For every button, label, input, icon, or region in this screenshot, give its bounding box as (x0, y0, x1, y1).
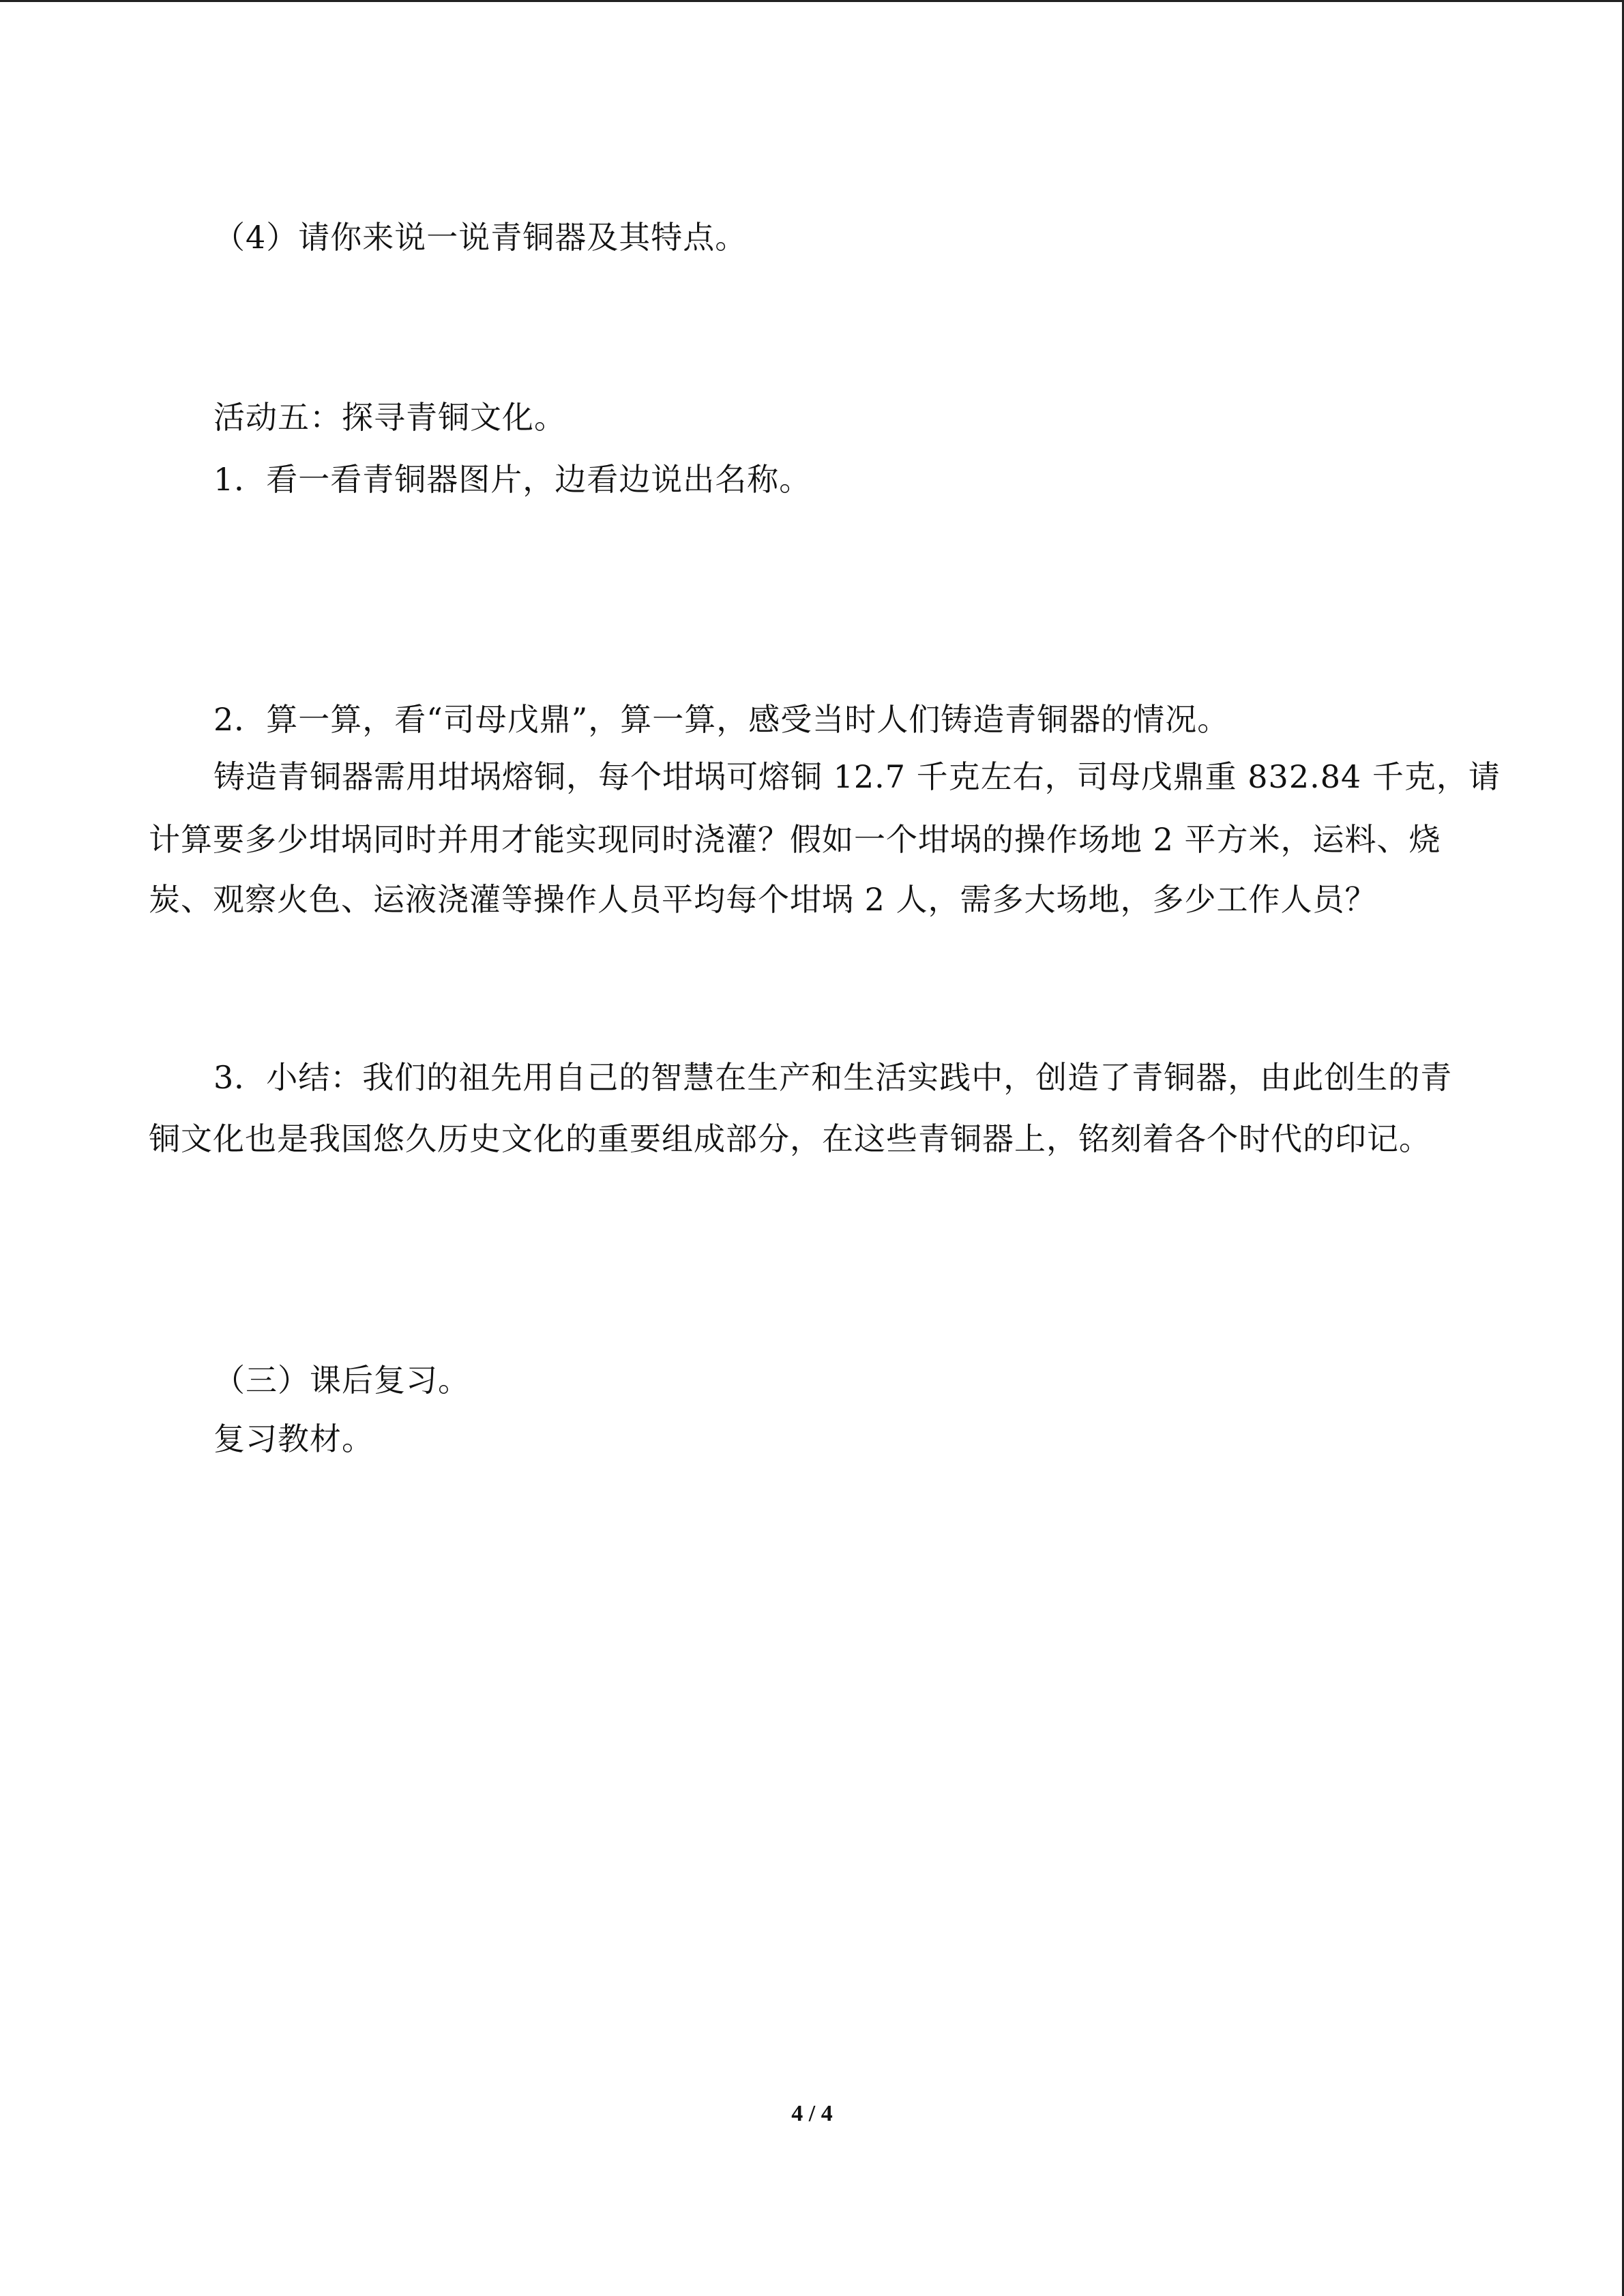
activity-5-title: 活动五：探寻青铜文化。 (213, 399, 566, 436)
calculation-paragraph-line-3: 炭、观察火色、运液浇灌等操作人员平均每个坩埚 2 人，需多大场地，多少工作人员？ (149, 881, 1377, 918)
summary-line-2: 铜文化也是我国悠久历史文化的重要组成部分，在这些青铜器上，铭刻着各个时代的印记。 (149, 1120, 1431, 1157)
activity-5-item-1: 1．看一看青铜器图片，边看边说出名称。 (213, 461, 812, 498)
calculation-paragraph-line-1: 铸造青铜器需用坩埚熔铜，每个坩埚可熔铜 12.7 千克左右，司母戊鼎重 832.84 千克，请 (213, 758, 1501, 795)
review-text: 复习教材。 (213, 1420, 374, 1457)
section-3-title: （三）课后复习。 (213, 1362, 470, 1399)
summary-line-1: 3．小结：我们的祖先用自己的智慧在生产和生活实践中，创造了青铜器，由此创生的青 (213, 1059, 1453, 1096)
calculation-paragraph-line-2: 计算要多少坩埚同时并用才能实现同时浇灌？假如一个坩埚的操作场地 2 平方米，运料、烧 (149, 821, 1441, 858)
page-number: 4 / 4 (791, 2101, 833, 2126)
question-4: （4）请你来说一说青铜器及其特点。 (213, 219, 748, 256)
activity-5-item-2: 2．算一算，看“司母戊鼎”，算一算，感受当时人们铸造青铜器的情况。 (213, 701, 1230, 738)
